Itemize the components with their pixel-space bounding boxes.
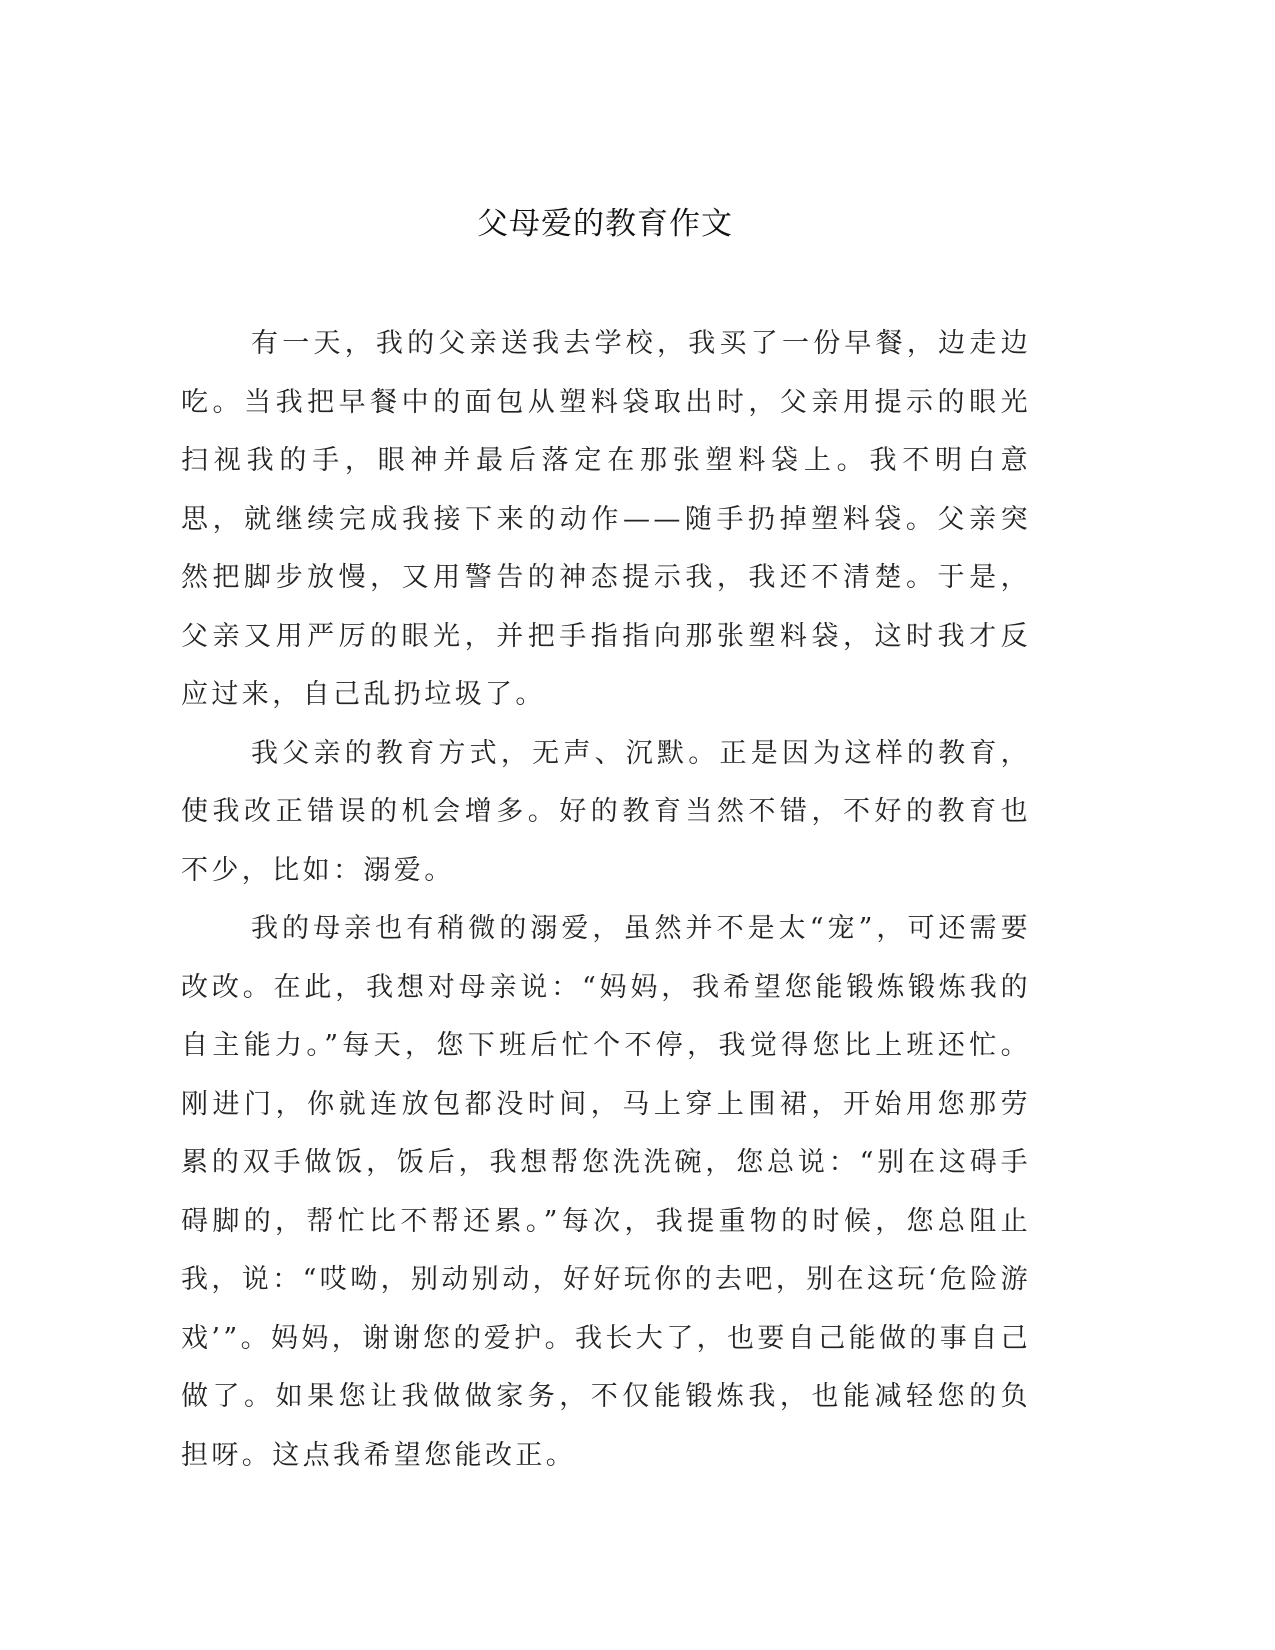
document-body [181,315,1031,1485]
document-title: 父母爱的教育作文 [477,206,733,242]
paragraph-3: 我的母亲也有稍微的溺爱，虽然并不是太“宠”，可还需要改改。在此，我想对母亲说：“妈妈，我希望您能锻炼锻炼我的自主能力。”每天，您下班后忙个不停，我觉得您比上班还忙。刚进门，你就连放包都没时间，马上穿上围裙，开始用您那劳累的双手做饭，饭后，我想帮您洗洗碗，您总说：“别在这碍手碍脚的，帮忙比不帮还累。”每次，我提重物的时候，您总阻止我，说：“哎呦，别动别动，好好玩你的去吧，别在这玩‘危险游戏’”。妈妈，谢谢您的爱护。我长大了，也要自己能做的事自己做了。如果您让我做做家务，不仅能锻炼我，也能减轻您的负担呀。这点我希望您能改正。 [181,913,1031,1471]
paragraph-1: 有一天，我的父亲送我去学校，我买了一份早餐，边走边吃。当我把早餐中的面包从塑料袋取出时，父亲用提示的眼光扫视我的手，眼神并最后落定在那张塑料袋上。我不明白意思，就继续完成我接下来的动作——随手扔掉塑料袋。父亲突然把脚步放慢，又用警告的神态提示我，我还不清楚。于是，父亲又用严厉的眼光，并把手指指向那张塑料袋，这时我才反应过来，自己乱扔垃圾了。 [181,328,1031,710]
paragraph-2: 我父亲的教育方式，无声、沉默。正是因为这样的教育，使我改正错误的机会增多。好的教育当然不错，不好的教育也不少，比如：溺爱。 [181,737,1031,886]
